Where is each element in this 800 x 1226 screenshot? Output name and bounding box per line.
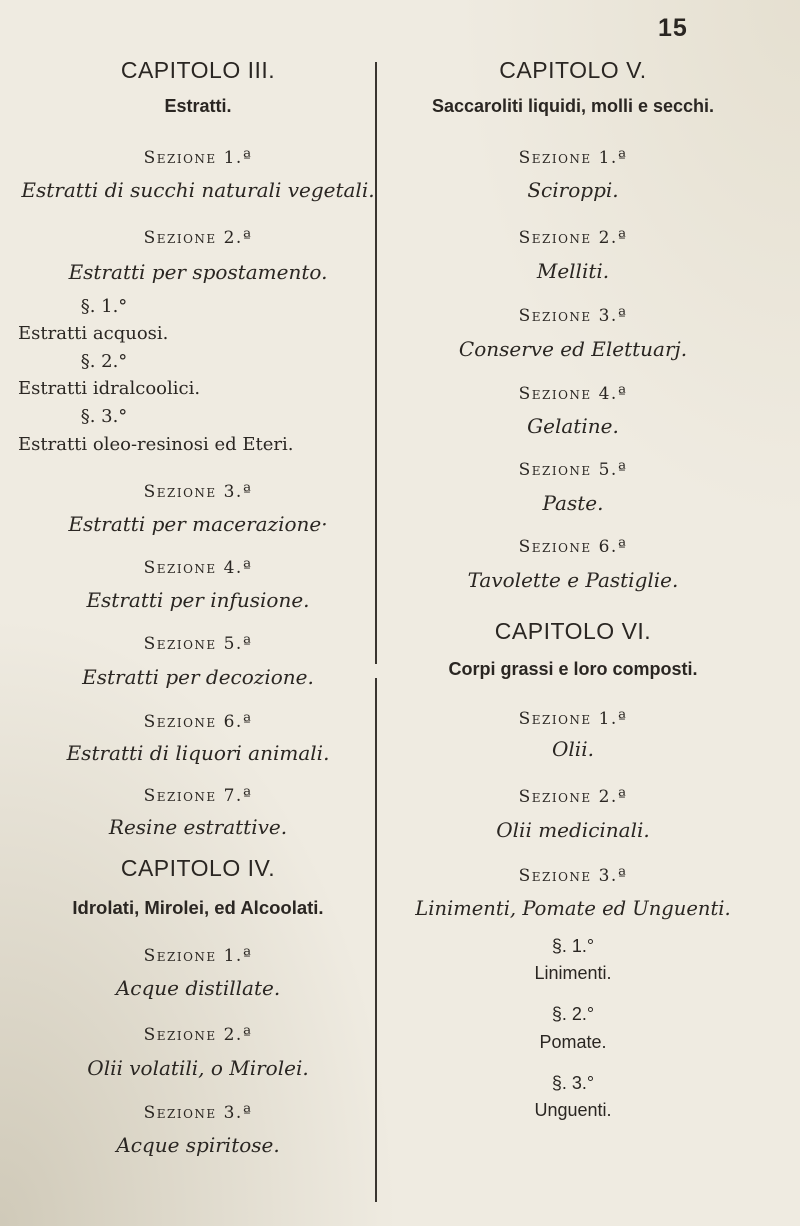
paragraph-number: §. 2.°: [551, 1004, 595, 1024]
section-heading: Sezione 2.ª: [518, 228, 628, 248]
section-description: Estratti per decozione.: [82, 665, 314, 689]
section-heading: Sezione 3.ª: [143, 482, 253, 502]
section-heading: Sezione 2.ª: [143, 1025, 253, 1045]
section-heading: Sezione 1.ª: [518, 148, 628, 168]
section-description: Gelatine.: [527, 414, 619, 438]
section-heading: Sezione 5.ª: [143, 634, 253, 654]
section-description: Estratti per infusione.: [86, 588, 310, 612]
paragraph-text: Estratti oleo-resinosi ed Eteri.: [18, 434, 294, 455]
chapter-3-subtitle: Estratti.: [164, 96, 232, 116]
paragraph-text: Linimenti.: [534, 963, 612, 983]
section-heading: Sezione 3.ª: [518, 866, 628, 886]
section-heading: Sezione 5.ª: [518, 460, 628, 480]
paragraph-text: Pomate.: [539, 1032, 607, 1052]
chapter-5-subtitle: Saccaroliti liquidi, molli e secchi.: [431, 96, 715, 116]
section-heading: Sezione 3.ª: [518, 306, 628, 326]
chapter-6-heading: CAPITOLO VI.: [494, 618, 652, 644]
section-description: Estratti per macerazione·: [68, 512, 328, 536]
chapter-3-heading: CAPITOLO III.: [120, 57, 276, 83]
paragraph-number: §. 3.°: [551, 1073, 595, 1093]
chapter-5-heading: CAPITOLO V.: [499, 57, 647, 83]
paragraph-text: Estratti idralcoolici.: [18, 378, 201, 399]
section-heading: Sezione 1.ª: [143, 946, 253, 966]
section-heading: Sezione 6.ª: [518, 537, 628, 557]
section-heading: Sezione 1.ª: [518, 709, 628, 729]
section-description: Acque spiritose.: [116, 1133, 280, 1157]
chapter-4-subtitle: Idrolati, Mirolei, ed Alcoolati.: [72, 897, 324, 918]
section-heading: Sezione 3.ª: [143, 1103, 253, 1123]
section-heading: Sezione 2.ª: [143, 228, 253, 248]
paragraph-text: Estratti acquosi.: [18, 323, 169, 344]
section-description: Paste.: [542, 491, 604, 515]
section-description: Tavolette e Pastiglie.: [467, 568, 679, 592]
paragraph-number: §. 3.°: [80, 406, 128, 427]
paragraph-number: §. 1.°: [80, 296, 128, 317]
chapter-6-subtitle: Corpi grassi e loro composti.: [448, 659, 698, 679]
section-heading: Sezione 2.ª: [518, 787, 628, 807]
section-description: Estratti per spostamento.: [68, 260, 328, 284]
section-description: Estratti di liquori animali.: [66, 741, 330, 765]
section-description: Olii volatili, o Mirolei.: [87, 1056, 309, 1080]
paragraph-number: §. 1.°: [551, 936, 595, 956]
page-number: 15: [658, 14, 688, 42]
section-heading: Sezione 4.ª: [143, 558, 253, 578]
section-heading: Sezione 4.ª: [518, 384, 628, 404]
section-heading: Sezione 7.ª: [143, 786, 253, 806]
section-description: Olii medicinali.: [496, 818, 650, 842]
section-description: Acque distillate.: [115, 976, 281, 1000]
paragraph-number: §. 2.°: [80, 351, 128, 372]
paragraph-text: Unguenti.: [534, 1100, 612, 1120]
section-description: Sciroppi.: [527, 178, 619, 202]
chapter-4-heading: CAPITOLO IV.: [120, 855, 276, 881]
section-description: Estratti di succhi naturali vegetali.: [21, 178, 375, 202]
section-heading: Sezione 1.ª: [143, 148, 253, 168]
section-description: Melliti.: [536, 259, 610, 283]
section-heading: Sezione 6.ª: [143, 712, 253, 732]
section-description: Olii.: [552, 737, 594, 761]
section-description: Conserve ed Elettuarj.: [458, 337, 688, 361]
section-description: Linimenti, Pomate ed Unguenti.: [415, 897, 731, 920]
section-description: Resine estrattive.: [108, 815, 288, 839]
